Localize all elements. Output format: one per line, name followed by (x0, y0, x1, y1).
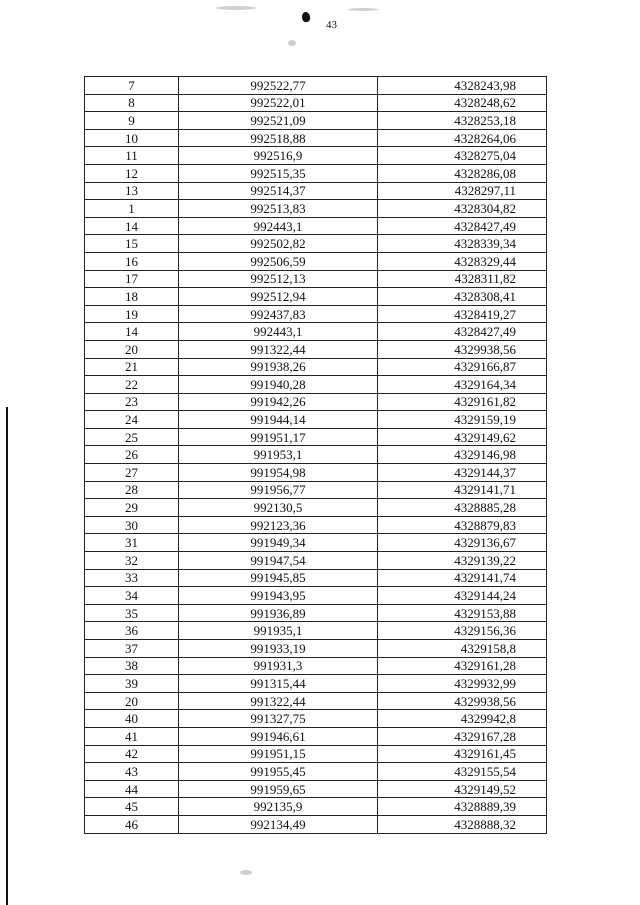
y-coordinate-cell: 4329164,34 (378, 376, 547, 394)
y-coordinate-cell: 4329144,37 (378, 464, 547, 482)
page-number: 43 (326, 19, 337, 31)
table-row (85, 358, 547, 376)
point-number-cell: 14 (85, 217, 179, 235)
y-coordinate-cell: 4329141,71 (378, 481, 547, 499)
y-coordinate-cell: 4329153,88 (378, 604, 547, 622)
point-number-cell: 23 (85, 393, 179, 411)
y-coordinate-cell: 4329159,19 (378, 411, 547, 429)
y-coordinate-cell: 4328243,98 (378, 77, 547, 95)
x-coordinate-cell: 992512,13 (179, 270, 378, 288)
y-coordinate-cell: 4328297,11 (378, 182, 547, 200)
table-row (85, 182, 547, 200)
x-coordinate-cell: 991956,77 (179, 481, 378, 499)
y-coordinate-cell: 4329938,56 (378, 692, 547, 710)
x-coordinate-cell: 992506,59 (179, 252, 378, 270)
x-coordinate-cell: 991959,65 (179, 780, 378, 798)
point-number-cell: 42 (85, 745, 179, 763)
scan-speck (216, 6, 256, 10)
point-number-cell: 15 (85, 235, 179, 253)
point-number-cell: 12 (85, 164, 179, 182)
table-row (85, 815, 547, 833)
point-number-cell: 18 (85, 288, 179, 306)
point-number-cell: 39 (85, 675, 179, 693)
y-coordinate-cell: 4329167,28 (378, 727, 547, 745)
table-row (85, 252, 547, 270)
x-coordinate-cell: 991943,95 (179, 587, 378, 605)
x-coordinate-cell: 992522,77 (179, 77, 378, 95)
y-coordinate-cell: 4329149,62 (378, 428, 547, 446)
x-coordinate-cell: 992518,88 (179, 129, 378, 147)
table-row (85, 552, 547, 570)
x-coordinate-cell: 992521,09 (179, 112, 378, 130)
table-row (85, 657, 547, 675)
point-number-cell: 28 (85, 481, 179, 499)
point-number-cell: 35 (85, 604, 179, 622)
x-coordinate-cell: 992522,01 (179, 94, 378, 112)
y-coordinate-cell: 4329161,82 (378, 393, 547, 411)
point-number-cell: 16 (85, 252, 179, 270)
x-coordinate-cell: 991322,44 (179, 692, 378, 710)
y-coordinate-cell: 4328308,41 (378, 288, 547, 306)
point-number-cell: 21 (85, 358, 179, 376)
point-number-cell: 8 (85, 94, 179, 112)
y-coordinate-cell: 4328329,44 (378, 252, 547, 270)
x-coordinate-cell: 992516,9 (179, 147, 378, 165)
table-row (85, 763, 547, 781)
table-row (85, 464, 547, 482)
table-row (85, 534, 547, 552)
table-row (85, 235, 547, 253)
point-number-cell: 46 (85, 815, 179, 833)
table-row (85, 323, 547, 341)
point-number-cell: 19 (85, 305, 179, 323)
x-coordinate-cell: 991951,15 (179, 745, 378, 763)
table-row (85, 692, 547, 710)
table-row (85, 587, 547, 605)
y-coordinate-cell: 4328311,82 (378, 270, 547, 288)
y-coordinate-cell: 4328427,49 (378, 217, 547, 235)
table-row (85, 640, 547, 658)
table-row (85, 164, 547, 182)
y-coordinate-cell: 4328286,08 (378, 164, 547, 182)
x-coordinate-cell: 991944,14 (179, 411, 378, 429)
y-coordinate-cell: 4329942,8 (378, 710, 547, 728)
y-coordinate-cell: 4329161,28 (378, 657, 547, 675)
table-row (85, 481, 547, 499)
y-coordinate-cell: 4329144,24 (378, 587, 547, 605)
point-number-cell: 13 (85, 182, 179, 200)
x-coordinate-cell: 991955,45 (179, 763, 378, 781)
point-number-cell: 27 (85, 464, 179, 482)
y-coordinate-cell: 4328419,27 (378, 305, 547, 323)
table-row (85, 745, 547, 763)
y-coordinate-cell: 4329938,56 (378, 340, 547, 358)
ink-mark (301, 11, 310, 22)
x-coordinate-cell: 992514,37 (179, 182, 378, 200)
x-coordinate-cell: 991935,1 (179, 622, 378, 640)
scan-edge-line (6, 407, 8, 905)
point-number-cell: 9 (85, 112, 179, 130)
table-row (85, 200, 547, 218)
table-row (85, 217, 547, 235)
x-coordinate-cell: 991951,17 (179, 428, 378, 446)
point-number-cell: 20 (85, 692, 179, 710)
y-coordinate-cell: 4328888,32 (378, 815, 547, 833)
x-coordinate-cell: 992130,5 (179, 499, 378, 517)
point-number-cell: 43 (85, 763, 179, 781)
coordinates-table-body (85, 77, 547, 834)
x-coordinate-cell: 991953,1 (179, 446, 378, 464)
scan-speck (240, 870, 252, 875)
table-row (85, 129, 547, 147)
x-coordinate-cell: 991942,26 (179, 393, 378, 411)
y-coordinate-cell: 4328304,82 (378, 200, 547, 218)
table-row (85, 305, 547, 323)
table-row (85, 340, 547, 358)
y-coordinate-cell: 4328253,18 (378, 112, 547, 130)
table-row (85, 798, 547, 816)
y-coordinate-cell: 4329156,36 (378, 622, 547, 640)
x-coordinate-cell: 991945,85 (179, 569, 378, 587)
point-number-cell: 29 (85, 499, 179, 517)
point-number-cell: 37 (85, 640, 179, 658)
y-coordinate-cell: 4328275,04 (378, 147, 547, 165)
table-row (85, 516, 547, 534)
point-number-cell: 10 (85, 129, 179, 147)
y-coordinate-cell: 4328885,28 (378, 499, 547, 517)
x-coordinate-cell: 991940,28 (179, 376, 378, 394)
x-coordinate-cell: 991315,44 (179, 675, 378, 693)
point-number-cell: 7 (85, 77, 179, 95)
point-number-cell: 44 (85, 780, 179, 798)
table-row (85, 569, 547, 587)
point-number-cell: 41 (85, 727, 179, 745)
x-coordinate-cell: 992513,83 (179, 200, 378, 218)
point-number-cell: 31 (85, 534, 179, 552)
table-row (85, 727, 547, 745)
point-number-cell: 32 (85, 552, 179, 570)
x-coordinate-cell: 992512,94 (179, 288, 378, 306)
x-coordinate-cell: 992443,1 (179, 323, 378, 341)
x-coordinate-cell: 992135,9 (179, 798, 378, 816)
x-coordinate-cell: 991946,61 (179, 727, 378, 745)
y-coordinate-cell: 4328248,62 (378, 94, 547, 112)
x-coordinate-cell: 991954,98 (179, 464, 378, 482)
point-number-cell: 45 (85, 798, 179, 816)
table-row (85, 710, 547, 728)
x-coordinate-cell: 991933,19 (179, 640, 378, 658)
y-coordinate-cell: 4328427,49 (378, 323, 547, 341)
y-coordinate-cell: 4329149,52 (378, 780, 547, 798)
table-row (85, 622, 547, 640)
x-coordinate-cell: 991322,44 (179, 340, 378, 358)
y-coordinate-cell: 4329139,22 (378, 552, 547, 570)
point-number-cell: 26 (85, 446, 179, 464)
point-number-cell: 22 (85, 376, 179, 394)
table-row (85, 94, 547, 112)
point-number-cell: 14 (85, 323, 179, 341)
point-number-cell: 34 (85, 587, 179, 605)
point-number-cell: 33 (85, 569, 179, 587)
y-coordinate-cell: 4329136,67 (378, 534, 547, 552)
table-row (85, 77, 547, 95)
table-row (85, 393, 547, 411)
table-row (85, 446, 547, 464)
x-coordinate-cell: 992437,83 (179, 305, 378, 323)
y-coordinate-cell: 4328879,83 (378, 516, 547, 534)
point-number-cell: 40 (85, 710, 179, 728)
table-row (85, 675, 547, 693)
table-row (85, 112, 547, 130)
x-coordinate-cell: 991931,3 (179, 657, 378, 675)
x-coordinate-cell: 992515,35 (179, 164, 378, 182)
y-coordinate-cell: 4329166,87 (378, 358, 547, 376)
point-number-cell: 30 (85, 516, 179, 534)
x-coordinate-cell: 991947,54 (179, 552, 378, 570)
x-coordinate-cell: 992443,1 (179, 217, 378, 235)
x-coordinate-cell: 991327,75 (179, 710, 378, 728)
y-coordinate-cell: 4329141,74 (378, 569, 547, 587)
y-coordinate-cell: 4328889,39 (378, 798, 547, 816)
x-coordinate-cell: 991938,26 (179, 358, 378, 376)
y-coordinate-cell: 4328264,06 (378, 129, 547, 147)
table-row (85, 288, 547, 306)
table-row (85, 147, 547, 165)
point-number-cell: 36 (85, 622, 179, 640)
y-coordinate-cell: 4329158,8 (378, 640, 547, 658)
table-row (85, 604, 547, 622)
table-row (85, 270, 547, 288)
table-row (85, 780, 547, 798)
point-number-cell: 1 (85, 200, 179, 218)
y-coordinate-cell: 4328339,34 (378, 235, 547, 253)
y-coordinate-cell: 4329161,45 (378, 745, 547, 763)
x-coordinate-cell: 991949,34 (179, 534, 378, 552)
point-number-cell: 17 (85, 270, 179, 288)
coordinates-table (84, 76, 547, 834)
point-number-cell: 25 (85, 428, 179, 446)
point-number-cell: 20 (85, 340, 179, 358)
scan-speck (348, 8, 378, 11)
scan-speck (288, 40, 296, 46)
point-number-cell: 24 (85, 411, 179, 429)
table-row (85, 499, 547, 517)
point-number-cell: 38 (85, 657, 179, 675)
table-row (85, 376, 547, 394)
y-coordinate-cell: 4329155,54 (378, 763, 547, 781)
x-coordinate-cell: 992134,49 (179, 815, 378, 833)
x-coordinate-cell: 991936,89 (179, 604, 378, 622)
x-coordinate-cell: 992502,82 (179, 235, 378, 253)
table-row (85, 428, 547, 446)
x-coordinate-cell: 992123,36 (179, 516, 378, 534)
y-coordinate-cell: 4329146,98 (378, 446, 547, 464)
table-row (85, 411, 547, 429)
point-number-cell: 11 (85, 147, 179, 165)
y-coordinate-cell: 4329932,99 (378, 675, 547, 693)
